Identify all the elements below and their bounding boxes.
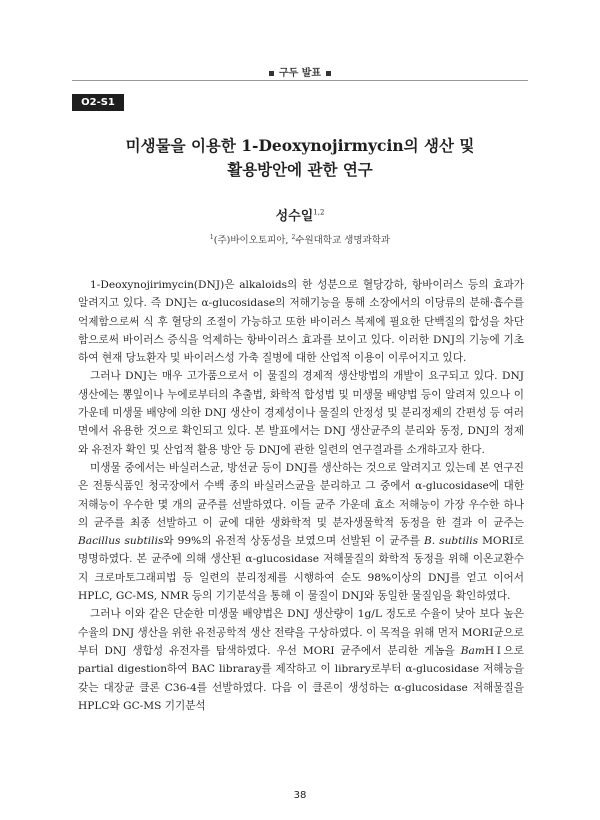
paragraph-2: 그러나 DNJ는 매우 고가품으로서 이 물질의 경제적 생산방법의 개발이 요구되고 있다. DNJ 생산에는 뽕잎이나 누에로부터의 추출법, 화학적 합성법 및 미생물 배양법 등이 알려져 있으나 이 가운데 미생물 배양에 의한 DNJ 생산이 경제성이나 물질의 안정성 및 분리정제의 간편성 등 여러 면에서 유용한 것으로 확인되고 있다. 본 발표에서는 DNJ 생산균주의 분리와 동정, DNJ의 정제와 유전자 확인 및 산업적 활용 방안 등 DNJ에 관한 일련의 연구결과를 소개하고자 한다. <box>78 370 524 456</box>
affiliation-mark-2: 2 <box>291 233 296 241</box>
author-affiliation-marks: 1,2 <box>313 208 325 217</box>
species-name: Bacillus subtilis <box>78 535 164 548</box>
affiliation-1: (주)바이오토피아, <box>213 235 292 246</box>
section-header <box>0 64 600 79</box>
square-bullet-icon <box>326 71 331 76</box>
paragraph-3-text-c: MORI로 명명하였다. 본 균주에 의해 생산된 α-glucosidase 저해물질의 화학적 동정을 위해 이온교환수지 크로마토그래피법 등 일련의 분리정제를 시행하여 순도 98%이상의 DNJ를 얻고 이어서 HPLC, GC-MS, NMR 등의 기기분석을 통해 이 물질이 DNJ와 동일한 물질임을 확인하였다. <box>78 535 524 603</box>
title-line-2: 활용방안에 관한 연구 <box>227 160 373 179</box>
abstract-code-badge: O2-S1 <box>72 94 124 111</box>
species-name-abbrev: B. subtilis <box>423 535 479 548</box>
section-header-label: 구두 발표 <box>278 68 322 79</box>
affiliation-mark-1: 1 <box>209 233 214 241</box>
enzyme-name: Bam <box>460 644 485 657</box>
author-name: 성수일 <box>275 209 314 224</box>
title-line-1: 미생물을 이용한 1-Deoxynojirmycin의 생산 및 <box>125 136 475 155</box>
paragraph-3-text-a: 미생물 중에서는 바실러스균, 방선균 등이 DNJ를 생산하는 것으로 알려지고 있는데 본 연구진은 전통식품인 청국장에서 수백 종의 바실러스균을 분리하고 그 중에서 α-glucosidase에 대한 저해능이 우수한 몇 개의 균주를 선발하였다. 이들 균주 가운데 효소 저해능이 가장 우수한 하나의 균주를 최종 선발하고 이 균에 대한 생화학적 및 분자생물학적 동정을 한 결과 이 균주는 <box>78 461 524 529</box>
paper-title <box>72 134 528 182</box>
square-bullet-icon <box>269 71 274 76</box>
paragraph-4-text-a: 그러나 이와 같은 단순한 미생물 배양법은 DNJ 생산량이 1g/L 정도로 수율이 낮아 보다 높은 수율의 DNJ 생산을 위한 유전공학적 생산 전략을 구상하였다. 이 목적을 위해 먼저 MORI균으로부터 DNJ 생합성 유전자를 탐색하였다. 우선 MORI 균주에서 분리한 게놈을 <box>78 608 524 657</box>
paragraph-3 <box>78 459 524 605</box>
paragraph-4 <box>78 605 524 715</box>
paragraph-3-text-b: 와 99%의 유전적 상동성을 보였으며 선발된 이 균주를 <box>163 535 424 548</box>
header-divider <box>72 80 528 81</box>
author <box>0 205 600 224</box>
page-number: 38 <box>293 790 307 801</box>
affiliations <box>0 232 600 246</box>
paragraph-1: 1-Deoxynojirimycin(DNJ)은 alkaloids의 한 성분으로 혈당강하, 항바이러스 등의 효과가 알려지고 있다. 즉 DNJ는 α-glucosidase의 저해기능을 통해 소장에서의 이당류의 분해·흡수를 억제함으로써 식 후 혈당의 조절이 가능하고 또한 바이러스 복제에 필요한 단백질의 합성을 차단함으로써 바이러스 증식을 억제하는 항바이러스 효과를 보이고 있다. 이러한 DNJ의 기능에 기초하여 현재 당뇨환자 및 바이러스성 가축 질병에 대한 산업적 이용이 이루어지고 있다. <box>78 279 524 365</box>
paragraph-4-text-b: HⅠ으로 partial digestion하여 BAC libraray를 제작하고 이 library로부터 α-glucosidase 저해능을 갖는 대장균 클론 C36-4를 선발하였다. 다음 이 클론이 생성하는 α-glucosidase 저해물질을 HPLC와 GC-MS 기기분석 <box>78 644 524 712</box>
affiliation-2: 수원대학교 생명과학과 <box>295 235 391 246</box>
abstract-body <box>78 276 524 715</box>
